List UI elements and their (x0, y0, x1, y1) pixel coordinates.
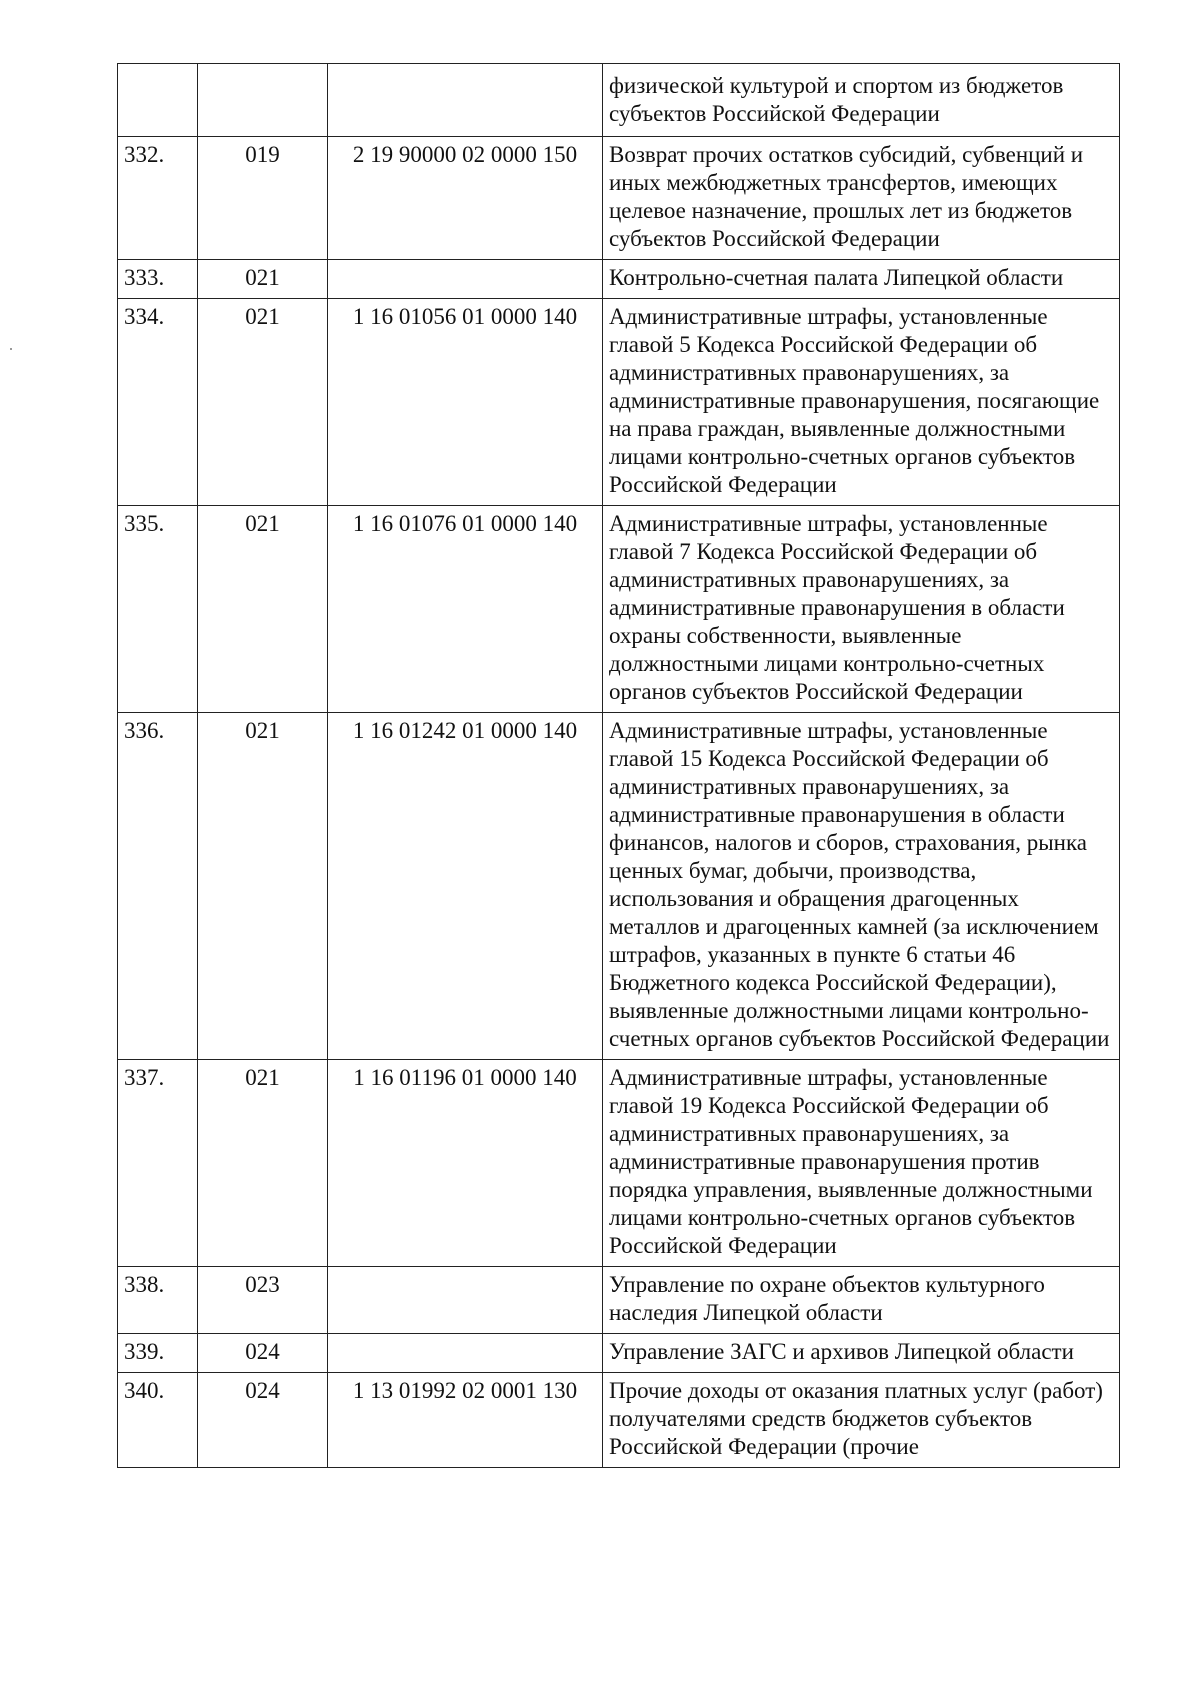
description: Административные штрафы, установленные главой 7 Кодекса Российской Федерации об административных правонарушениях, за административные правонарушения в области охраны собственности, выявленные должностными лицами контрольно-счетных органов субъектов Российской Федерации (603, 506, 1120, 713)
admin-code: 024 (198, 1334, 328, 1373)
admin-code: 021 (198, 506, 328, 713)
row-number: 340. (118, 1373, 198, 1468)
admin-code: 021 (198, 713, 328, 1060)
budget-classification-code: 1 13 01992 02 0001 130 (328, 1373, 603, 1468)
row-number: 333. (118, 260, 198, 299)
description: Управление по охране объектов культурного наследия Липецкой области (603, 1267, 1120, 1334)
description: Возврат прочих остатков субсидий, субвенций и иных межбюджетных трансфертов, имеющих целевое назначение, прошлых лет из бюджетов субъектов Российской Федерации (603, 137, 1120, 260)
table-row (118, 1334, 1120, 1373)
description: Прочие доходы от оказания платных услуг (работ) получателями средств бюджетов субъектов Российской Федерации (прочие (603, 1373, 1120, 1468)
budget-classification-code (328, 1334, 603, 1373)
admin-code: 021 (198, 1060, 328, 1267)
row-number: 339. (118, 1334, 198, 1373)
description: физической культурой и спортом из бюджетов субъектов Российской Федерации (603, 64, 1120, 137)
admin-code (198, 64, 328, 137)
admin-code: 023 (198, 1267, 328, 1334)
description: Административные штрафы, установленные главой 19 Кодекса Российской Федерации об административных правонарушениях, за административные правонарушения против порядка управления, выявленные должностными лицами контрольно-счетных органов субъектов Российской Федерации (603, 1060, 1120, 1267)
admin-code: 021 (198, 299, 328, 506)
budget-classification-code: 1 16 01056 01 0000 140 (328, 299, 603, 506)
row-number: 332. (118, 137, 198, 260)
row-number (118, 64, 198, 137)
budget-classification-code: 2 19 90000 02 0000 150 (328, 137, 603, 260)
table-row (118, 713, 1120, 1060)
description: Административные штрафы, установленные главой 5 Кодекса Российской Федерации об административных правонарушениях, за административные правонарушения, посягающие на права граждан, выявленные должностными лицами контрольно-счетных органов субъектов Российской Федерации (603, 299, 1120, 506)
description: Управление ЗАГС и архивов Липецкой области (603, 1334, 1120, 1373)
row-number: 336. (118, 713, 198, 1060)
row-number: 337. (118, 1060, 198, 1267)
table-row (118, 137, 1120, 260)
table-row (118, 299, 1120, 506)
budget-classification-code: 1 16 01076 01 0000 140 (328, 506, 603, 713)
budget-classification-code: 1 16 01196 01 0000 140 (328, 1060, 603, 1267)
admin-code: 024 (198, 1373, 328, 1468)
table-row (118, 1373, 1120, 1468)
admin-code: 019 (198, 137, 328, 260)
table-row (118, 506, 1120, 713)
table-row (118, 64, 1120, 137)
description: Административные штрафы, установленные главой 15 Кодекса Российской Федерации об административных правонарушениях, за административные правонарушения в области финансов, налогов и сборов, страхования, рынка ценных бумаг, добычи, производства, использования и обращения драгоценных металлов и драгоценных камней (за исключением штрафов, указанных в пункте 6 статьи 46 Бюджетного кодекса Российской Федерации), выявленные должностными лицами контрольно-счетных органов субъектов Российской Федерации (603, 713, 1120, 1060)
admin-code: 021 (198, 260, 328, 299)
scan-mark (10, 348, 12, 350)
table-row (118, 1060, 1120, 1267)
row-number: 338. (118, 1267, 198, 1334)
table-row (118, 260, 1120, 299)
budget-classification-code: 1 16 01242 01 0000 140 (328, 713, 603, 1060)
budget-classification-code (328, 260, 603, 299)
table-row (118, 1267, 1120, 1334)
row-number: 334. (118, 299, 198, 506)
row-number: 335. (118, 506, 198, 713)
budget-classification-code (328, 64, 603, 137)
description: Контрольно-счетная палата Липецкой области (603, 260, 1120, 299)
revenue-codes-table (117, 63, 1120, 1468)
budget-classification-code (328, 1267, 603, 1334)
